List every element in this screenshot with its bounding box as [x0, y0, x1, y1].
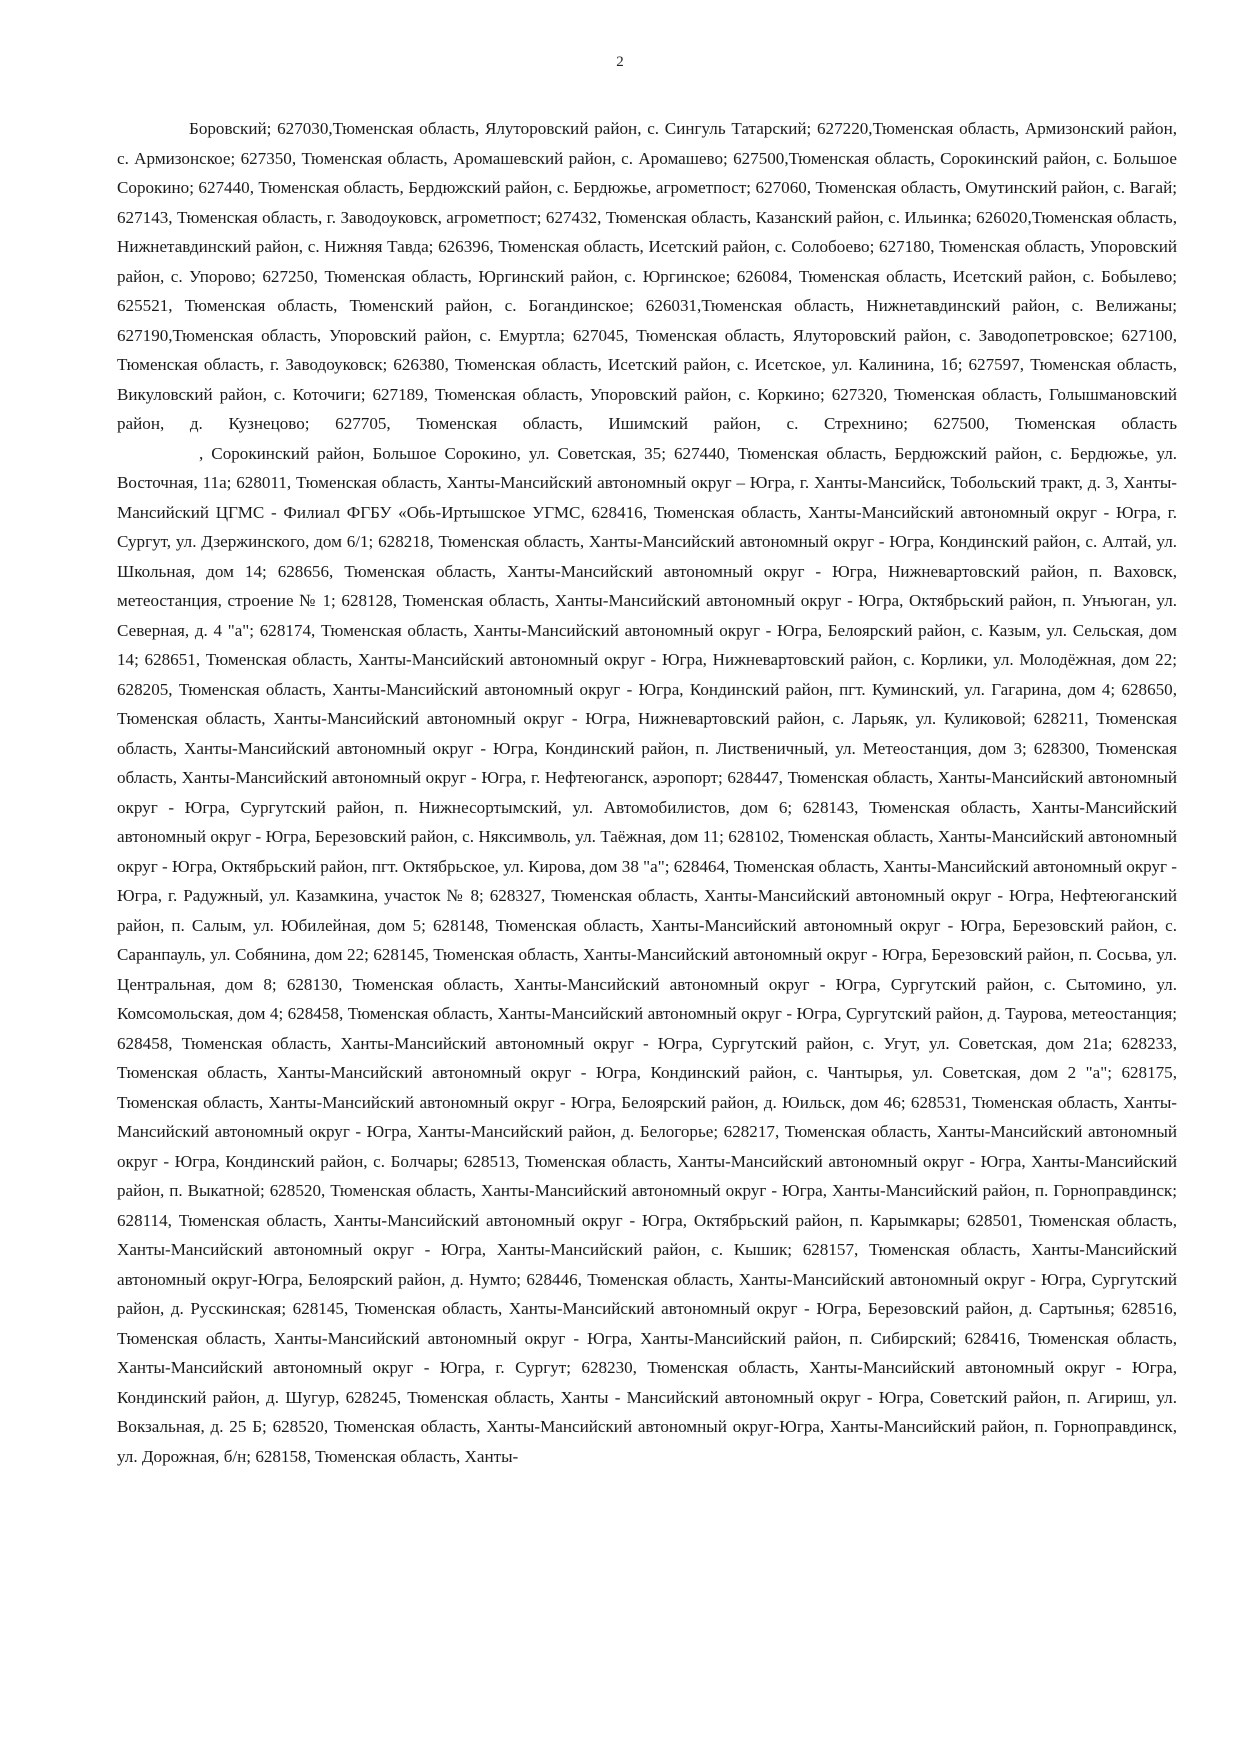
address-list-paragraph-2: , Сорокинский район, Большое Сорокино, ул. Советская, 35; 627440, Тюменская область, Бердюжский район, с. Бердюжье, ул. Восточная, 11а; 628011, Тюменская область, Ханты-Мансийский автономный округ – Югра, г. Ханты-Мансийск, Тобольский тракт, д. 3, Ханты-Мансийский ЦГМС - Филиал ФГБУ «Обь-Иртышское УГМС, 628416, Тюменская область, Ханты-Мансийский автономный округ - Югра, г. Сургут, ул. Дзержинского, дом 6/1; 628218, Тюменская область, Ханты-Мансийский автономный округ - Югра, Кондинский район, с. Алтай, ул. Школьная, дом 14; 628656, Тюменская область, Ханты-Мансийский автономный округ - Югра, Нижневартовский район, п. Ваховск, метеостанция, строение № 1; 628128, Тюменская область, Ханты-Мансийский автономный округ - Югра, Октябрьский район, п. Унъюган, ул. Северная, д. 4 "а"; 628174, Тюменская область, Ханты-Мансийский автономный округ - Югра, Белоярский район, с. Казым, ул. Сельская, дом 14; 628651, Тюменская область, Ханты-Мансийский автономный округ - Югра, Нижневартовский район, с. Корлики, ул. Молодёжная, дом 22; 628205, Тюменская область, Ханты-Мансийский автономный округ - Югра, Кондинский район, пгт. Куминский, ул. Гагарина, дом 4; 628650, Тюменская область, Ханты-Мансийский автономный округ - Югра, Нижневартовский район, с. Ларьяк, ул. Куликовой; 628211, Тюменская область, Ханты-Мансийский автономный округ - Югра, Кондинский район, п. Лиственичный, ул. Метеостанция, дом 3; 628300, Тюменская область, Ханты-Мансийский автономный округ - Югра, г. Нефтеюганск, аэропорт; 628447, Тюменская область, Ханты-Мансийский автономный округ - Югра, Сургутский район, п. Нижнесортымский, ул. Автомобилистов, дом 6; 628143, Тюменская область, Ханты-Мансийский автономный округ - Югра, Березовский район, с. Няксимволь, ул. Таёжная, дом 11; 628102, Тюменская область, Ханты-Мансийский автономный округ - Югра, Октябрьский район, пгт. Октябрьское, ул. Кирова, дом 38 "а"; 628464, Тюменская область, Ханты-Мансийский автономный округ - Югра, г. Радужный, ул. Казамкина, участок № 8; 628327, Тюменская область, Ханты-Мансийский автономный округ - Югра, Нефтеюганский район, п. Салым, ул. Юбилейная, дом 5; 628148, Тюменская область, Ханты-Мансийский автономный округ - Югра, Березовский район, с. Саранпауль, ул. Собянина, дом 22; 628145, Тюменская область, Ханты-Мансийский автономный округ - Югра, Березовский район, п. Сосьва, ул. Центральная, дом 8; 628130, Тюменская область, Ханты-Мансийский автономный округ - Югра, Сургутский район, с. Сытомино, ул. Комсомольская, дом 4; 628458, Тюменская область, Ханты-Мансийский автономный округ - Югра, Сургутский район, д. Таурова, метеостанция; 628458, Тюменская область, Ханты-Мансийский автономный округ - Югра, Сургутский район, с. Угут, ул. Советская, дом 21а; 628233, Тюменская область, Ханты-Мансийский автономный округ - Югра, Кондинский район, с. Чантырья, ул. Советская, дом 2 "а"; 628175, Тюменская область, Ханты-Мансийский автономный округ - Югра, Белоярский район, д. Юильск, дом 46; 628531, Тюменская область, Ханты-Мансийский автономный округ - Югра, Ханты-Мансийский район, д. Белогорье; 628217, Тюменская область, Ханты-Мансийский автономный округ - Югра, Кондинский район, с. Болчары; 628513, Тюменская область, Ханты-Мансийский автономный округ - Югра, Ханты-Мансийский район, п. Выкатной; 628520, Тюменская область, Ханты-Мансийский автономный округ - Югра, Ханты-Мансийский район, п. Горноправдинск; 628114, Тюменская область, Ханты-Мансийский автономный округ - Югра, Октябрьский район, п. Карымкары; 628501, Тюменская область, Ханты-Мансийский автономный округ - Югра, Ханты-Мансийский район, с. Кышик; 628157, Тюменская область, Ханты-Мансийский автономный округ-Югра, Белоярский район, д. Нумто; 628446, Тюменская область, Ханты-Мансийский автономный округ - Югра, Сургутский район, д. Русскинская; 628145, Тюменская область, Ханты-Мансийский автономный округ - Югра, Березовский район, д. Сартынья; 628516, Тюменская область, Ханты-Мансийский автономный округ - Югра, Ханты-Мансийский район, п. Сибирский; 628416, Тюменская область, Ханты-Мансийский автономный округ - Югра, г. Сургут; 628230, Тюменская область, Ханты-Мансийский автономный округ - Югра, Кондинский район, д. Шугур, 628245, Тюменская область, Ханты - Мансийский автономный округ - Югра, Советский район, п. Агириш, ул. Вокзальная, д. 25 Б; 628520, Тюменская область, Ханты-Мансийский автономный округ-Югра, Ханты-Мансийский район, п. Горноправдинск, ул. Дорожная, б/н; 628158, Тюменская область, Ханты- — [117, 443, 1177, 1466]
page-number: 2 — [616, 54, 624, 70]
document-body — [117, 114, 1177, 1471]
address-list-paragraph-1: Боровский; 627030,Тюменская область, Ялуторовский район, с. Сингуль Татарский; 627220,Тюменская область, Армизонский район, с. Армизонское; 627350, Тюменская область, Аромашевский район, с. Аромашево; 627500,Тюменская область, Сорокинский район, с. Большое Сорокино; 627440, Тюменская область, Бердюжский район, с. Бердюжье, агрометпост; 627060, Тюменская область, Омутинский район, с. Вагай; 627143, Тюменская область, г. Заводоуковск, агрометпост; 627432, Тюменская область, Казанский район, с. Ильинка; 626020,Тюменская область, Нижнетавдинский район, с. Нижняя Тавда; 626396, Тюменская область, Исетский район, с. Солобоево; 627180, Тюменская область, Упоровский район, с. Упорово; 627250, Тюменская область, Юргинский район, с. Юргинское; 626084, Тюменская область, Исетский район, с. Бобылево; 625521, Тюменская область, Тюменский район, с. Богандинское; 626031,Тюменская область, Нижнетавдинский район, с. Велижаны; 627190,Тюменская область, Упоровский район, с. Емуртла; 627045, Тюменская область, Ялуторовский район, с. Заводопетровское; 627100, Тюменская область, г. Заводоуковск; 626380, Тюменская область, Исетский район, с. Исетское, ул. Калинина, 1б; 627597, Тюменская область, Викуловский район, с. Коточиги; 627189, Тюменская область, Упоровский район, с. Коркино; 627320, Тюменская область, Голышмановский район, д. Кузнецово; 627705, Тюменская область, Ишимский район, с. Стрехнино; 627500, Тюменская область — [117, 119, 1177, 433]
